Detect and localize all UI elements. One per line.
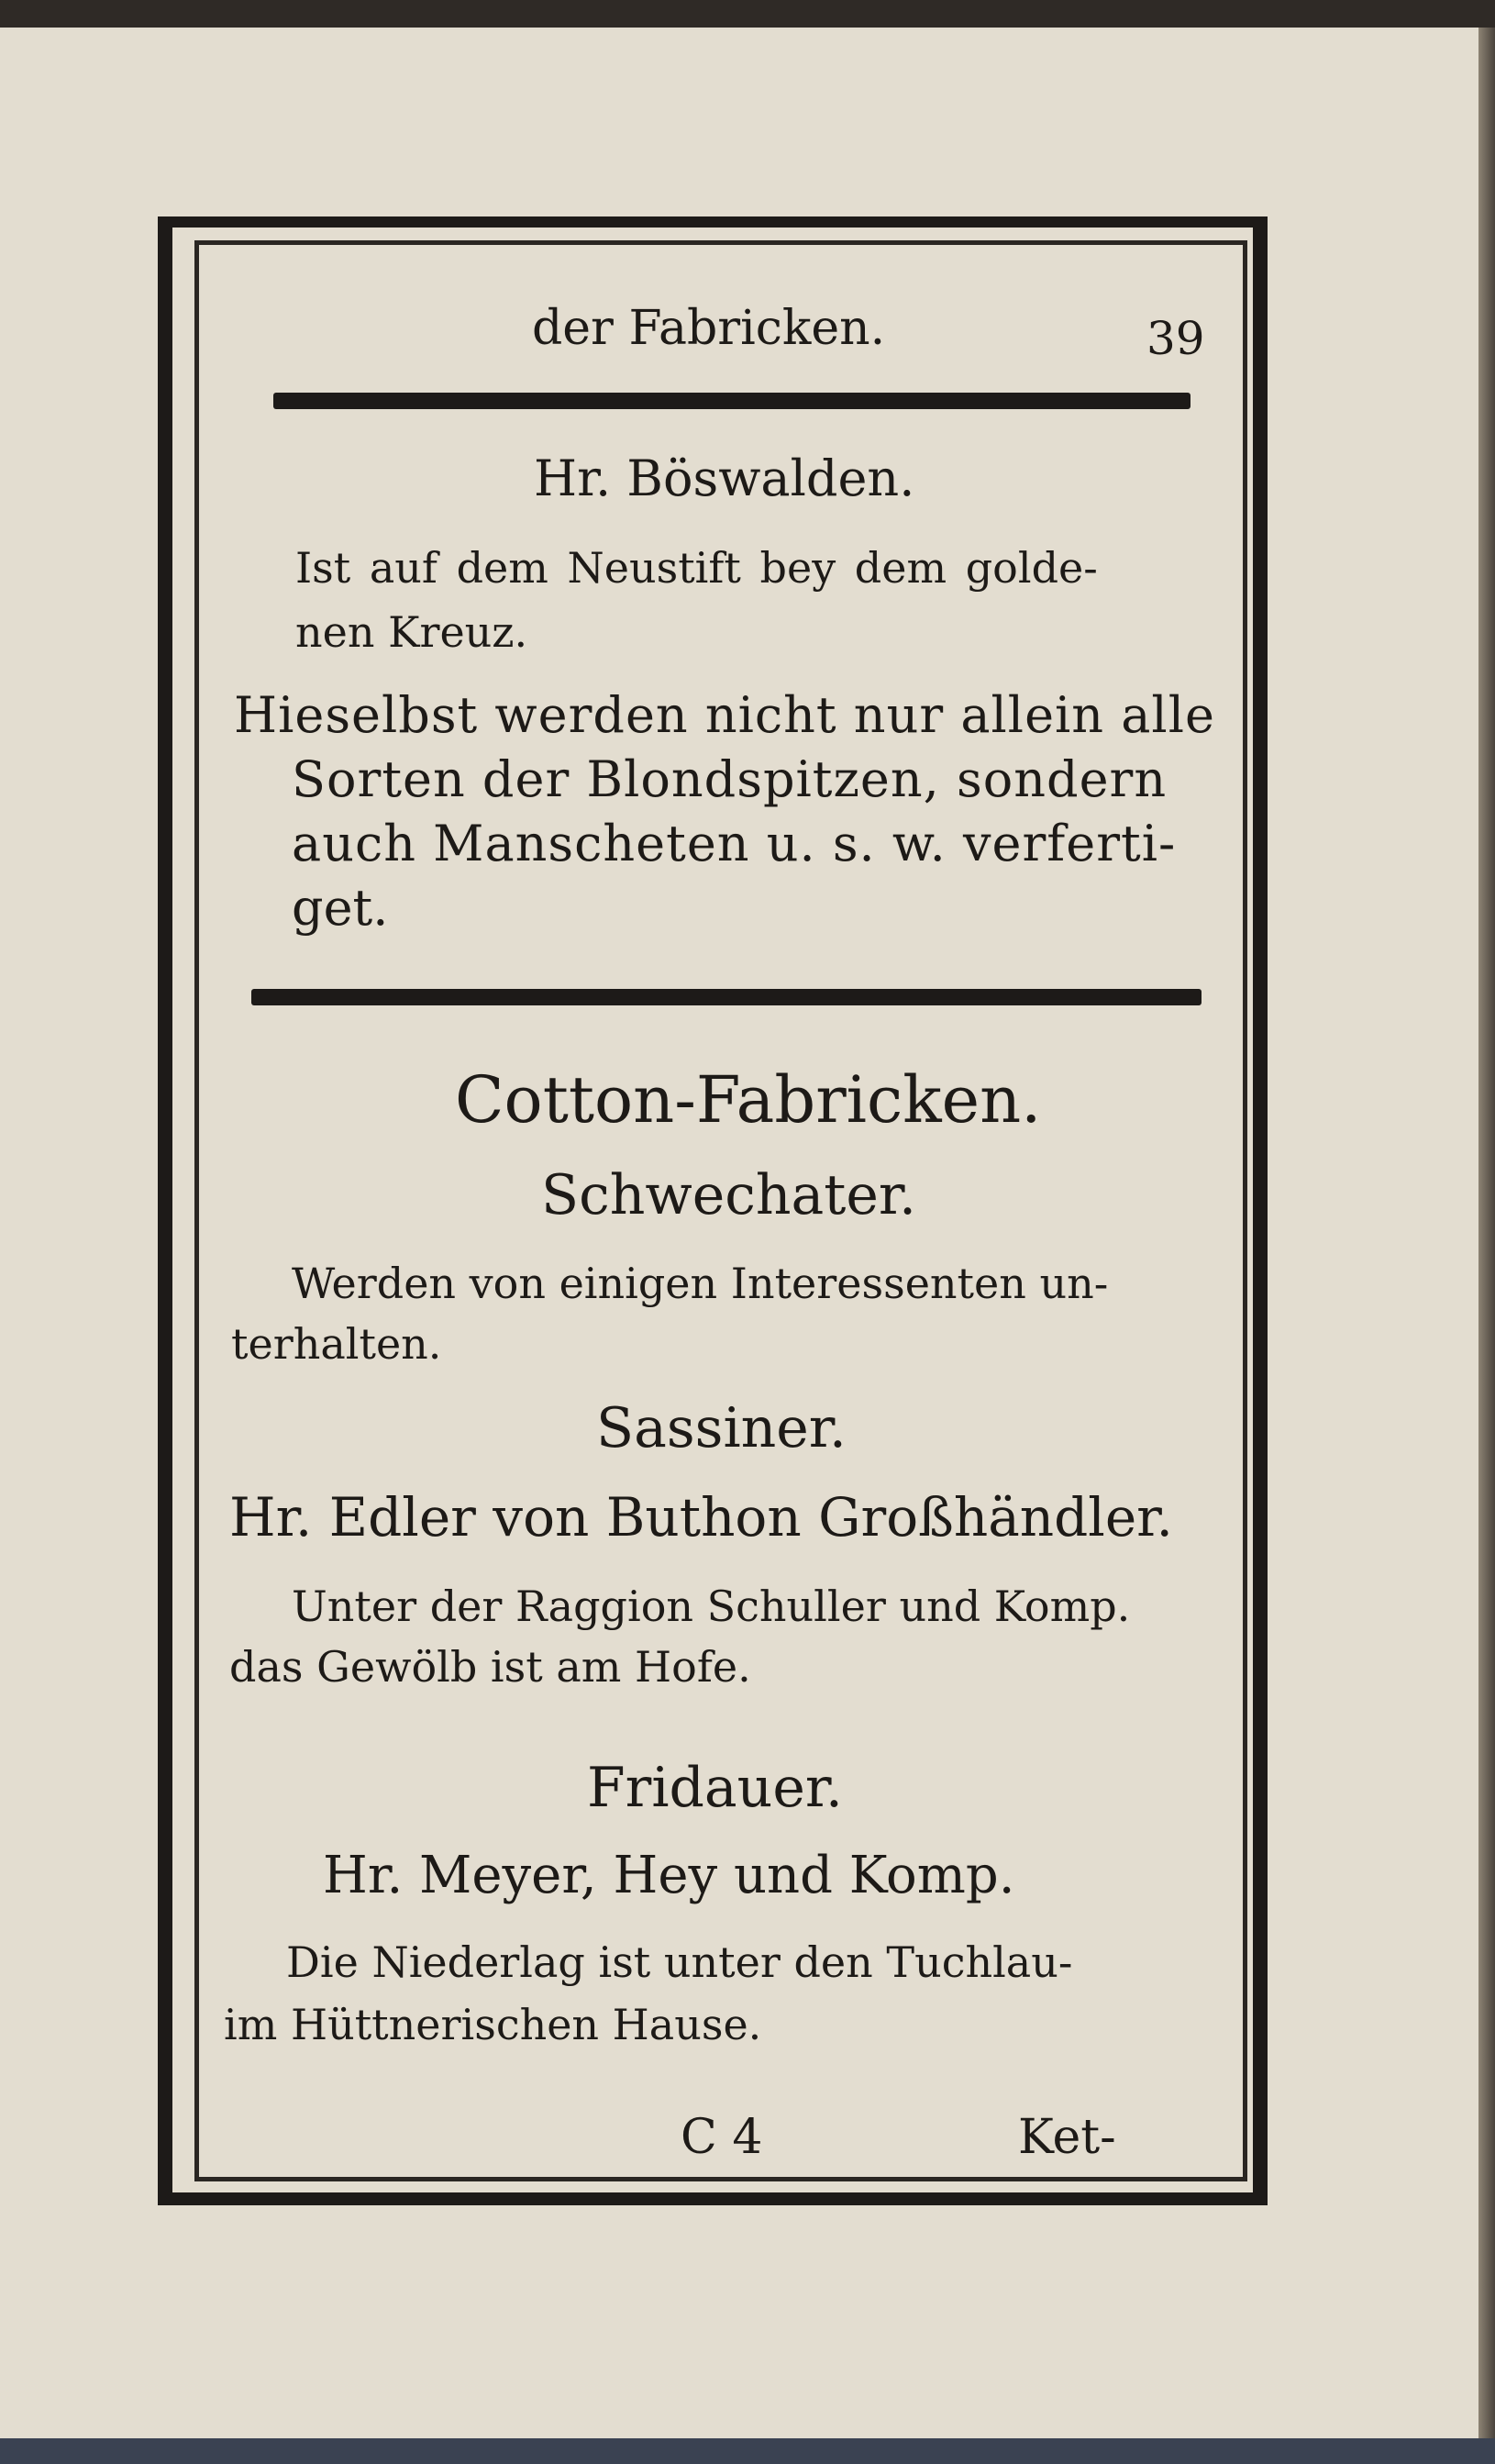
- place-heading-sassin: Sassiner.: [596, 1396, 847, 1460]
- section-rule: [251, 989, 1202, 1005]
- place-text-line-1: Werden von einigen Interessenten un-: [292, 1259, 1109, 1308]
- bottom-edge: [0, 2438, 1495, 2464]
- catchword: Ket-: [1018, 2110, 1116, 2165]
- signature-mark: C 4: [681, 2110, 763, 2165]
- header-rule: [273, 393, 1190, 409]
- description-line-1: Hieselbst werden nicht nur allein alle: [234, 686, 1215, 744]
- running-title: der Fabricken.: [532, 301, 886, 356]
- page-edge: [1478, 28, 1495, 2438]
- place3-text-line-1: Die Niederlag ist unter den Tuchlau-: [286, 1937, 1073, 1987]
- place-heading-schwechat: Schwechater.: [541, 1163, 917, 1227]
- owner-buthon: Hr. Edler von Buthon Großhändler.: [229, 1486, 1173, 1548]
- address-line-2: nen Kreuz.: [295, 607, 528, 657]
- place-heading-fridau: Fridauer.: [587, 1756, 843, 1820]
- description-line-2: Sorten der Blondspitzen, sondern: [292, 750, 1168, 808]
- page-number: 39: [1146, 312, 1205, 365]
- place2-text-line-1: Unter der Raggion Schuller und Komp.: [292, 1582, 1131, 1631]
- entry-name: Hr. Böswalden.: [534, 450, 915, 507]
- description-line-4: get.: [292, 879, 389, 937]
- section-title: Cotton-Fabricken.: [455, 1062, 1042, 1138]
- place3-text-line-2: im Hüttnerischen Hause.: [224, 2000, 762, 2049]
- address-line-1: Ist auf dem Neustift bey dem golde-: [295, 543, 1098, 593]
- owner-meyer: Hr. Meyer, Hey und Komp.: [323, 1846, 1015, 1905]
- place-text-line-2: terhalten.: [231, 1319, 442, 1369]
- description-line-3: auch Manscheten u. s. w. verferti-: [292, 815, 1177, 872]
- top-edge: [0, 0, 1495, 28]
- place2-text-line-2: das Gewölb ist am Hofe.: [229, 1642, 751, 1692]
